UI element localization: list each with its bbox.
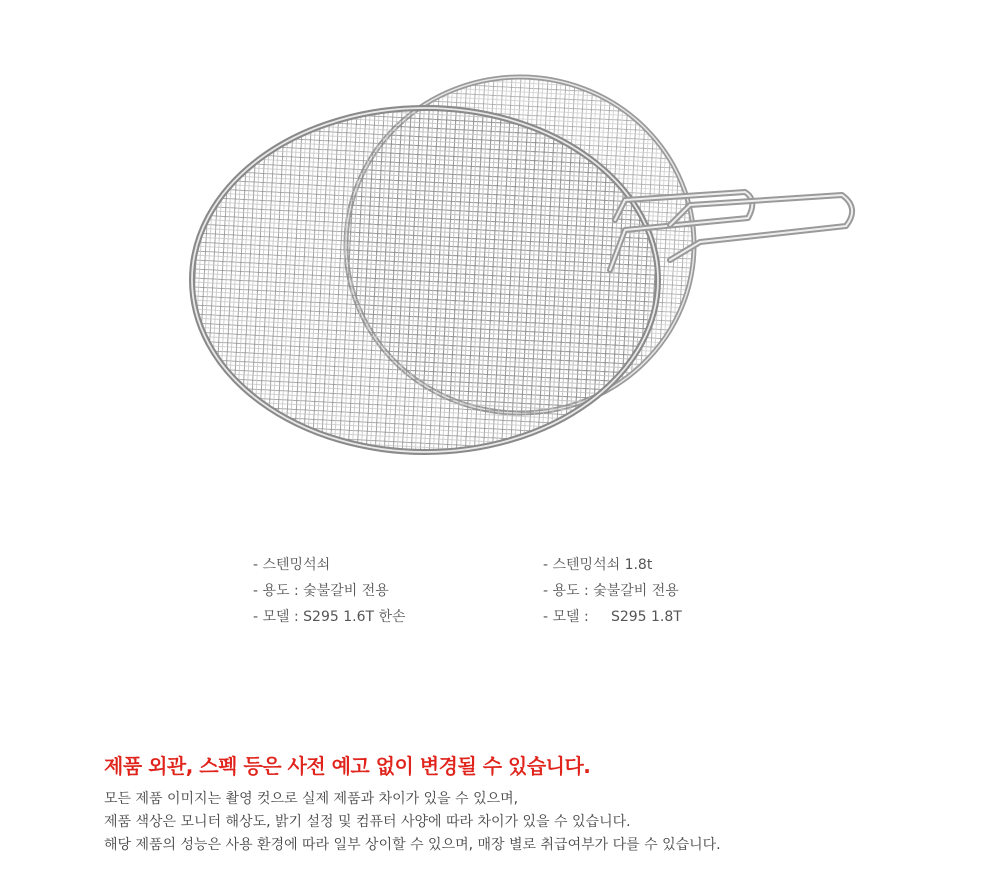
- spec-item-usage: - 용도 : 숯불갈비 전용: [253, 583, 389, 599]
- front-grate: [190, 105, 660, 455]
- notice-body: [104, 788, 721, 857]
- spec-item-model: - 모델 : S295 1.6T 한손: [253, 609, 406, 625]
- notice-line: 모든 제품 이미지는 촬영 컷으로 실제 제품과 차이가 있을 수 있으며,: [104, 791, 519, 807]
- spec-item-model: - 모델 : S295 1.8T: [543, 609, 682, 625]
- product-image: [170, 60, 890, 470]
- spec-item-usage: - 용도 : 숯불갈비 전용: [543, 583, 679, 599]
- notice-title: 제품 외관, 스펙 등은 사전 예고 없이 변경될 수 있습니다.: [104, 754, 591, 778]
- notice-line: 제품 색상은 모니터 해상도, 밝기 설정 및 컴퓨터 사양에 따라 차이가 있을 수 있습니다.: [104, 814, 631, 830]
- spec-list-right: [543, 552, 682, 630]
- spec-item-material: - 스텐밍석쇠: [253, 557, 331, 573]
- spec-list-left: [253, 552, 406, 630]
- spec-item-material: - 스텐밍석쇠 1.8t: [543, 557, 653, 573]
- notice-line: 해당 제품의 성능은 사용 환경에 따라 일부 상이할 수 있으며, 매장 별로 취급여부가 다를 수 있습니다.: [104, 837, 721, 853]
